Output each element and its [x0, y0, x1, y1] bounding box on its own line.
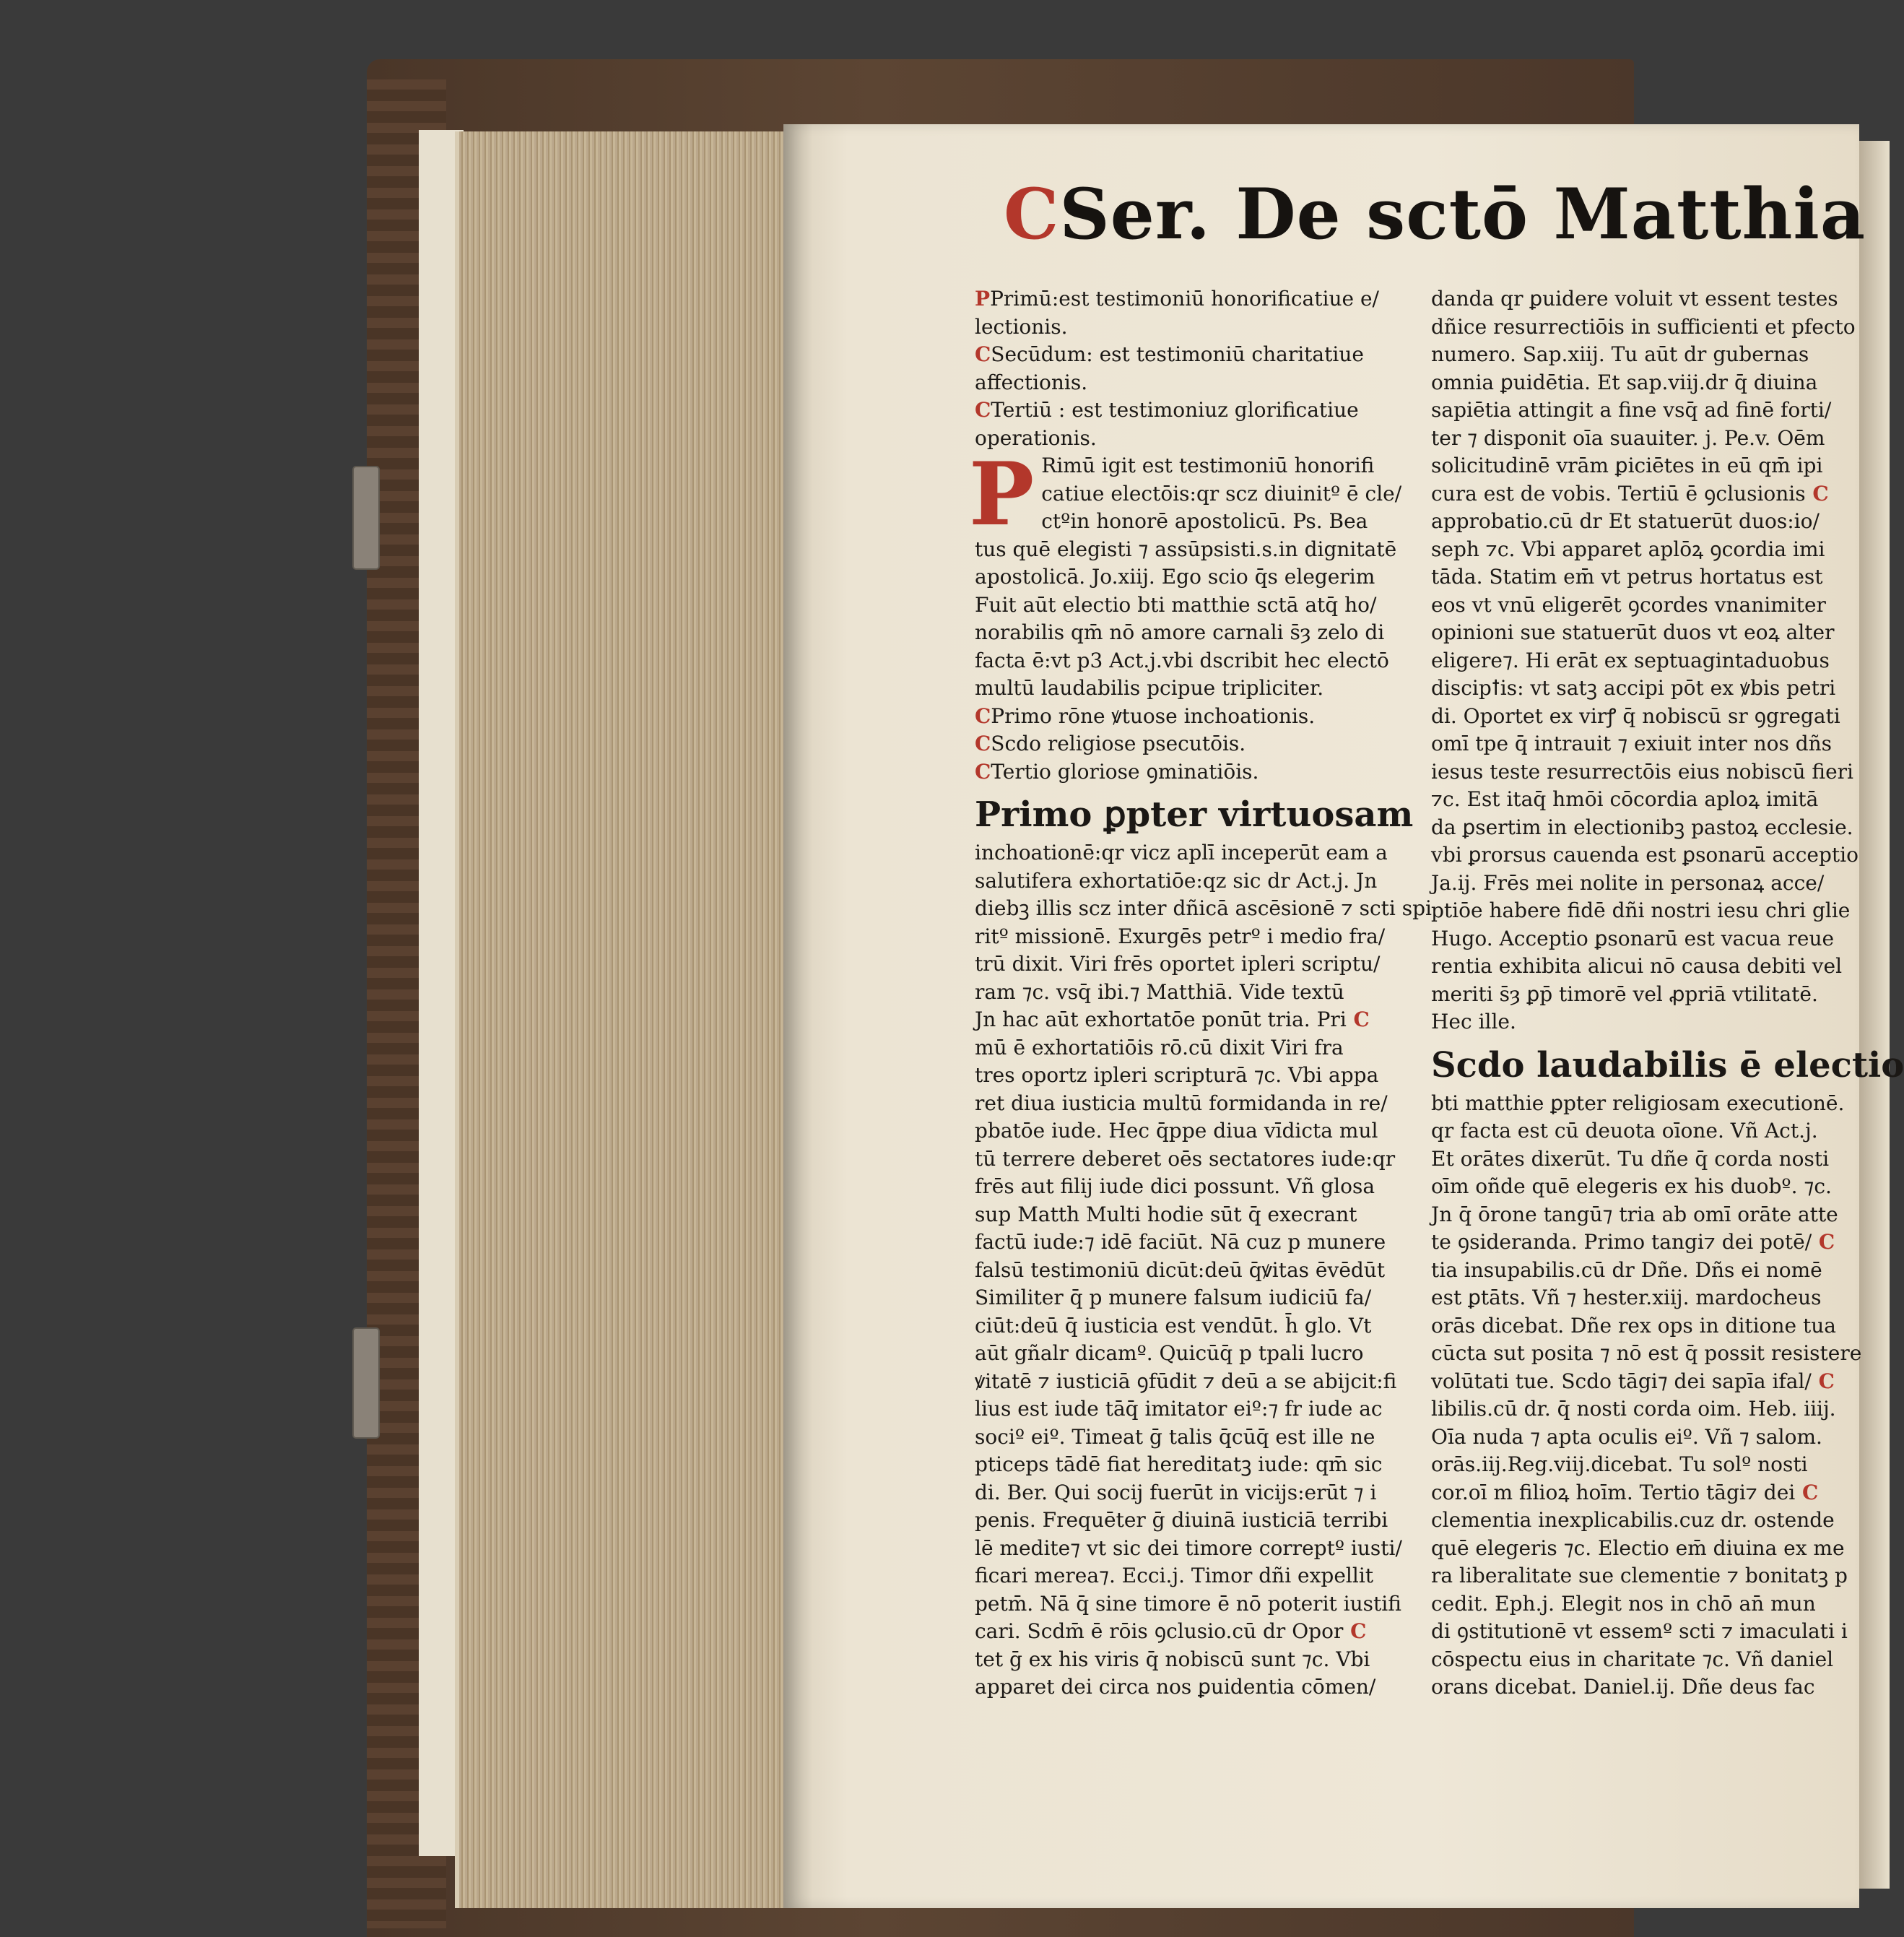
- text-line: [975, 1646, 1422, 1674]
- line-text: ciūt:deū q̄ iusticia est vendūt. h̄ glo. Vt: [975, 1313, 1372, 1338]
- line-text: cari. Scdm̄ ē rōis ꝯclusio.cū dr Opor: [975, 1619, 1344, 1643]
- text-line: [1431, 1673, 1835, 1702]
- text-line: [975, 1395, 1422, 1424]
- text-line: [975, 1507, 1422, 1535]
- heading-text: Primo ꝑpter virtuosam: [975, 794, 1414, 835]
- text-line: [1431, 1228, 1835, 1257]
- text-line: [1431, 1008, 1835, 1036]
- text-line: [975, 1117, 1422, 1145]
- text-line: [1431, 1284, 1835, 1312]
- rubric-mark: P: [975, 287, 991, 311]
- text-line: [975, 1090, 1422, 1118]
- text-line: [975, 1173, 1422, 1201]
- line-text: Primū:est testimoniū honorificatiue e/: [990, 287, 1379, 311]
- line-text: Fuit aūt electio bti matthie sctā atq̄ ho/: [975, 592, 1377, 617]
- line-text: tres oportz ipleri scripturā ⁊c. Vbi appa: [975, 1063, 1379, 1087]
- page-title: [1004, 173, 1866, 282]
- line-text: iesus teste resurrectōis eius nobiscū fieri: [1431, 759, 1853, 784]
- line-text: Primo rōne ꝟtuose inchoationis.: [991, 703, 1316, 728]
- line-text: numero. Sap.xiij. Tu aūt dr gubernas: [1431, 342, 1809, 366]
- line-text: dñice resurrectiōis in sufficienti et pfecto: [1431, 314, 1856, 339]
- text-line: [1431, 1368, 1835, 1396]
- line-text: ꝟitatē ⁊ iusticiā ꝯfūdit ⁊ deū a se abijcit:fi: [975, 1369, 1397, 1393]
- line-text: inchoationē:qr vicz aplī inceperūt eam a: [975, 841, 1388, 864]
- line-text: seph ⁊c. Vbi apparet aplōꝝ ꝯcordia imi: [1431, 537, 1825, 561]
- text-line: [1431, 1424, 1835, 1452]
- text-line: [975, 1479, 1422, 1507]
- text-line: [975, 758, 1422, 786]
- line-text: danda qr ꝑuidere voluit vt essent testes: [1431, 287, 1838, 311]
- line-text: petm̄. Nā q̄ sine timore ē nō poterit iustifi: [975, 1591, 1401, 1616]
- line-text: orās.iij.Reg.viij.dicebat. Tu solº nosti: [1431, 1452, 1808, 1476]
- text-line: [975, 1590, 1422, 1618]
- text-line: [1431, 1535, 1845, 1563]
- line-text: volūtati tue. Scdo tāgi⁊ dei sapīa ifal/: [1431, 1369, 1812, 1393]
- line-text: multū laudabilis pcipue tripliciter.: [975, 676, 1324, 700]
- line-text: trū dixit. Viri frēs oportet ipleri scriptu/: [975, 952, 1381, 976]
- title-rubric-mark: C: [1004, 173, 1060, 255]
- text-line: [1431, 925, 1835, 953]
- text-line: [975, 647, 1422, 675]
- paragraph-mark: C: [1811, 1369, 1835, 1393]
- text-line: [975, 1257, 1422, 1285]
- rubric-mark: C: [975, 759, 991, 784]
- line-text: omnia ꝑuidētia. Et sap.viij.dr q̄ diuina: [1431, 370, 1818, 394]
- page-stack-edge: [455, 131, 788, 1908]
- text-line: [975, 341, 1422, 369]
- line-text: sup Matth Multi hodie sūt q̄ execrant: [975, 1202, 1357, 1226]
- text-line: [975, 1451, 1422, 1479]
- line-text: tū terrere deberet oēs sectatores iude:qr: [975, 1146, 1396, 1171]
- text-line: [975, 1368, 1422, 1396]
- text-line: [1431, 1201, 1838, 1229]
- line-text: ra liberalitate sue clementie ⁊ bonitatꝫ p: [1431, 1564, 1848, 1587]
- line-text: cor.oī m filioꝝ hoīm. Tertio tāgi⁊ dei: [1431, 1480, 1796, 1504]
- line-text: Jn q̄ ōrone tangū⁊ tria ab omī orāte atte: [1431, 1202, 1838, 1226]
- text-line: [975, 1034, 1422, 1062]
- text-line: [975, 1673, 1422, 1702]
- text-line: [1431, 841, 1859, 870]
- line-text: bti matthie ꝑpter religiosam executionē.: [1431, 1091, 1845, 1115]
- line-text: cōspectu eius in charitate ⁊c. Vñ daniel: [1431, 1647, 1834, 1671]
- text-line: [975, 923, 1422, 951]
- text-line: [975, 1228, 1422, 1257]
- text-line: [1431, 1479, 1835, 1507]
- facing-page-edge: [1859, 141, 1890, 1889]
- line-text: meriti s̄ȝ ꝑp̄ timorē vel ꝓpriā vtilitatē.: [1431, 982, 1818, 1006]
- text-line: [1431, 396, 1835, 425]
- line-text: pticeps tādē fiat hereditatꝫ iude: qm̄ sic: [975, 1452, 1383, 1476]
- text-line: [1431, 897, 1851, 925]
- line-text: qr facta est cū deuota oīone. Vñ Act.j.: [1431, 1119, 1818, 1143]
- line-text: Tertiū : est testimoniuz glorificatiue: [991, 398, 1359, 422]
- text-line: [1431, 814, 1853, 842]
- text-line: [1431, 647, 1835, 675]
- text-line: [1431, 703, 1840, 731]
- text-line: [1431, 1312, 1835, 1340]
- text-line: [975, 1340, 1422, 1368]
- text-line: [975, 1201, 1422, 1229]
- line-text: rentia exhibita alicui nō causa debiti vel: [1431, 954, 1843, 978]
- title-text: Ser. De sctō Matthia: [1059, 173, 1866, 255]
- text-line: [1431, 1590, 1835, 1618]
- text-line: [975, 396, 1422, 425]
- clasp-bottom: [352, 1327, 380, 1439]
- line-text: ret diua iusticia multū formidanda in re/: [975, 1091, 1388, 1115]
- line-text: Secūdum: est testimoniū charitatiue: [991, 342, 1364, 366]
- line-text: lē medite⁊ vt sic dei timore correptº iusti/: [975, 1535, 1402, 1560]
- line-text: Hugo. Acceptio ꝑsonarū est vacua reue: [1431, 926, 1835, 950]
- text-line: [1431, 1507, 1835, 1535]
- text-line: [975, 563, 1422, 592]
- text-line: [975, 867, 1422, 896]
- text-line: [1431, 480, 1835, 508]
- text-line: [975, 979, 1422, 1007]
- text-line: [1431, 1257, 1835, 1285]
- paragraph-mark: C: [1343, 1619, 1367, 1643]
- text-line: [1431, 425, 1835, 453]
- line-text: vbi ꝑrorsus cauenda est ꝑsonarū acceptio: [1431, 843, 1859, 867]
- line-text: sociº eiº. Timeat ḡ talis q̄cūq̄ est ille ne: [975, 1424, 1375, 1449]
- line-text: pbatōe iude. Hec q̄ppe diua vīdicta mul: [975, 1119, 1378, 1143]
- line-text: operationis.: [975, 425, 1097, 450]
- line-text: di. Oportet ex virꝭ q̄ nobiscū sr ꝯgregati: [1431, 703, 1840, 728]
- text-line: [1431, 953, 1843, 981]
- text-line: [1431, 508, 1835, 536]
- paragraph-mark: C: [1812, 1230, 1835, 1254]
- text-line: [1431, 619, 1835, 647]
- line-text: apparet dei circa nos ꝑuidentia cōmen/: [975, 1675, 1376, 1699]
- heading-text: Scdo laudabilis ē electio: [1431, 1044, 1904, 1086]
- line-text: di ꝯstitutionē vt essemº scti ⁊ imaculati i: [1431, 1619, 1848, 1643]
- line-text: ctºin honorē apostolicū. Ps. Bea: [1041, 509, 1368, 533]
- line-text: Scdo religiose psecutōis.: [991, 732, 1246, 755]
- text-line: [975, 508, 1422, 536]
- text-line: [975, 1562, 1422, 1590]
- line-text: catiue electōis:qr scz diuinitº ē cle/: [1041, 481, 1402, 506]
- text-line: [975, 1312, 1422, 1340]
- line-text: ⁊c. Est itaq̄ hmōi cōcordia aploꝝ imitā: [1431, 787, 1819, 811]
- line-text: cura est de vobis. Tertiū ē ꝯclusionis: [1431, 481, 1806, 506]
- line-text: tāda. Statim em̄ vt petrus hortatus est: [1431, 565, 1823, 589]
- line-text: opinioni sue statuerūt duos vt eoꝝ alter: [1431, 620, 1835, 644]
- line-text: sapiētia attingit a fine vsq̄ ad finē forti/: [1431, 398, 1832, 422]
- line-text: Ja.ij. Frēs mei nolite in personaꝝ acce/: [1431, 870, 1825, 895]
- text-line: [1431, 563, 1835, 592]
- line-text: Jn hac aūt exhortatōe ponūt tria. Pri: [975, 1008, 1347, 1031]
- text-line: [1431, 1173, 1835, 1201]
- line-text: cedit. Eph.j. Elegit nos in chō an̄ mun: [1431, 1591, 1816, 1616]
- text-line: [1431, 758, 1853, 786]
- line-text: aūt gñalr dicamº. Quicūq̄ p tpali lucro: [975, 1341, 1364, 1365]
- text-line: [975, 950, 1422, 979]
- text-line: [1431, 1090, 1845, 1118]
- section-heading: [1431, 1042, 1904, 1088]
- line-text: approbatio.cū dr Et statuerūt duos:io/: [1431, 509, 1820, 533]
- text-line: [1431, 452, 1835, 480]
- line-text: affectionis.: [975, 370, 1088, 394]
- line-text: tus quē elegisti ⁊ assūpsisti.s.in dignitatē: [975, 537, 1397, 561]
- line-text: apostolicā. Jo.xiij. Ego scio q̄s elegerim: [975, 565, 1375, 589]
- text-line: [1431, 369, 1835, 397]
- paragraph-mark: C: [1805, 481, 1829, 506]
- text-line: [1431, 786, 1835, 814]
- line-text: est ꝑtāts. Vñ ⁊ hester.xiij. mardocheus: [1431, 1286, 1822, 1309]
- line-text: Tertio gloriose ꝯminatiōis.: [991, 759, 1259, 784]
- text-line: [1431, 1395, 1835, 1424]
- text-line: [1431, 1145, 1835, 1174]
- line-text: ter ⁊ disponit oīa suauiter. j. Pe.v. Oēm: [1431, 425, 1825, 450]
- line-text: Rimū igit est testimoniū honorifi: [1041, 454, 1375, 477]
- text-line: [975, 285, 1422, 313]
- line-text: norabilis qm̄ nō amore carnali s̄ȝ zelo di: [975, 620, 1385, 644]
- paragraph-mark: C: [1346, 1008, 1370, 1031]
- line-text: facta ē:vt p3 Act.j.vbi dscribit hec electō: [975, 648, 1389, 672]
- line-text: orās dicebat. Dñe rex ops in ditione tua: [1431, 1313, 1836, 1338]
- gutter-shadow: [783, 124, 812, 1908]
- text-line: [975, 1145, 1422, 1174]
- text-line: [975, 839, 1422, 867]
- text-line: [975, 703, 1422, 731]
- text-line: [1431, 1340, 1862, 1368]
- text-line: [1431, 1618, 1848, 1646]
- line-text: di. Ber. Qui socij fuerūt in vicijs:erūt ⁊ i: [975, 1480, 1377, 1504]
- line-text: ritº missionē. Exurgēs petrº i medio fra/: [975, 924, 1386, 948]
- text-line: [1431, 1562, 1848, 1590]
- line-text: solicitudinē vrām ꝑiciētes in eū qm̄ ipi: [1431, 454, 1823, 477]
- text-line: [1431, 1451, 1835, 1479]
- text-line: [1431, 592, 1835, 620]
- line-text: frēs aut filij iude dici possunt. Vñ glosa: [975, 1174, 1375, 1198]
- text-line: [1431, 675, 1835, 703]
- text-line: [975, 1006, 1422, 1034]
- line-text: te ꝯsideranda. Primo tangi⁊ dei potē/: [1431, 1230, 1812, 1254]
- line-text: ram ⁊c. vsq̄ ibi.⁊ Matthiā. Vide textū: [975, 979, 1344, 1004]
- text-line: [1431, 341, 1835, 369]
- line-text: factū iude:⁊ idē faciūt. Nā cuz p munere: [975, 1230, 1386, 1254]
- clasp-top: [352, 466, 380, 570]
- line-text: ficari merea⁊. Ecci.j. Timor dñi expellit: [975, 1564, 1374, 1587]
- line-text: eligere⁊. Hi erāt ex septuagintaduobus: [1431, 648, 1830, 672]
- text-line: [1431, 313, 1856, 342]
- line-text: salutifera exhortatiōe:qz sic dr Act.j. Jn: [975, 868, 1378, 893]
- line-text: discipꝉis: vt satꝫ accipi pōt ex ꝟbis petri: [1431, 676, 1836, 700]
- text-line: [975, 369, 1422, 397]
- rubric-mark: C: [975, 732, 991, 755]
- text-line: [975, 1535, 1422, 1563]
- section-heading: [975, 792, 1422, 838]
- line-text: eos vt vnū eligerēt ꝯcordes vnanimiter: [1431, 592, 1826, 617]
- text-line: [975, 592, 1422, 620]
- text-line: [975, 425, 1422, 453]
- line-text: da ꝑsertim in electionibꝫ pastoꝝ ecclesie.: [1431, 815, 1853, 839]
- text-line: [975, 730, 1422, 758]
- text-line: [975, 536, 1422, 564]
- line-text: mū ē exhortatiōis rō.cū dixit Viri fra: [975, 1035, 1344, 1060]
- line-text: falsū testimoniū dicūt:deū q̄ꝟitas ēvēdūt: [975, 1257, 1386, 1282]
- text-line: [1431, 730, 1835, 758]
- text-line: [975, 1062, 1422, 1090]
- text-line: [1431, 1117, 1835, 1145]
- line-text: ptiōe habere fidē dñi nostri iesu chri glie: [1431, 898, 1851, 922]
- rubric-mark: C: [975, 342, 991, 366]
- line-text: lius est iude tāq̄ imitator eiº:⁊ fr iude ac: [975, 1397, 1383, 1421]
- line-text: Similiter q̄ p munere falsum iudiciū fa/: [975, 1286, 1372, 1309]
- line-text: penis. Frequēter ḡ diuinā iusticiā terribi: [975, 1508, 1388, 1532]
- right-text-column: [1431, 285, 1904, 1910]
- rubric-mark: C: [975, 398, 991, 422]
- text-line: [975, 895, 1432, 923]
- text-line: [1431, 536, 1835, 564]
- text-line: [1431, 285, 1838, 313]
- line-text: libilis.cū dr. q̄ nosti corda oim. Heb. iiij.: [1431, 1397, 1836, 1421]
- line-text: Hec ille.: [1431, 1010, 1516, 1034]
- line-text: diebꝫ illis scz inter dñicā ascēsionē ⁊ scti spi: [975, 896, 1432, 920]
- line-text: tet ḡ ex his viris q̄ nobiscū sunt ⁊c. Vbi: [975, 1647, 1370, 1671]
- paragraph-mark: C: [1795, 1480, 1819, 1504]
- text-line: [975, 1424, 1422, 1452]
- line-text: cūcta sut posita ⁊ nō est q̄ possit resistere: [1431, 1341, 1862, 1365]
- line-text: lectionis.: [975, 314, 1068, 339]
- line-text: tia insupabilis.cū dr Dñe. Dñs ei nomē: [1431, 1257, 1822, 1282]
- text-line: [975, 313, 1422, 342]
- rubric-mark: C: [975, 703, 991, 728]
- text-line: [1431, 870, 1835, 898]
- text-line: [975, 675, 1422, 703]
- line-text: Et orātes dixerūt. Tu dñe q̄ corda nosti: [1431, 1146, 1830, 1171]
- text-line: [975, 1618, 1422, 1646]
- line-text: clementia inexplicabilis.cuz dr. ostende: [1431, 1508, 1835, 1532]
- text-line: [975, 619, 1422, 647]
- left-text-column: [969, 285, 1432, 1910]
- line-text: quē elegeris ⁊c. Electio em̄ diuina ex me: [1431, 1535, 1845, 1560]
- line-text: omī tpe q̄ intrauit ⁊ exiuit inter nos dñs: [1431, 732, 1833, 755]
- line-text: orans dicebat. Daniel.ij. Dñe deus fac: [1431, 1675, 1815, 1699]
- line-text: oīm oñde quē elegeris ex his duobº. ⁊c.: [1431, 1174, 1832, 1198]
- text-line: [1431, 1646, 1835, 1674]
- line-text: Oīa nuda ⁊ apta oculis eiº. Vñ ⁊ salom.: [1431, 1424, 1822, 1449]
- text-line: [975, 480, 1422, 508]
- text-line: [1431, 981, 1835, 1009]
- text-line: [975, 1284, 1422, 1312]
- decorated-initial: P: [969, 443, 1035, 545]
